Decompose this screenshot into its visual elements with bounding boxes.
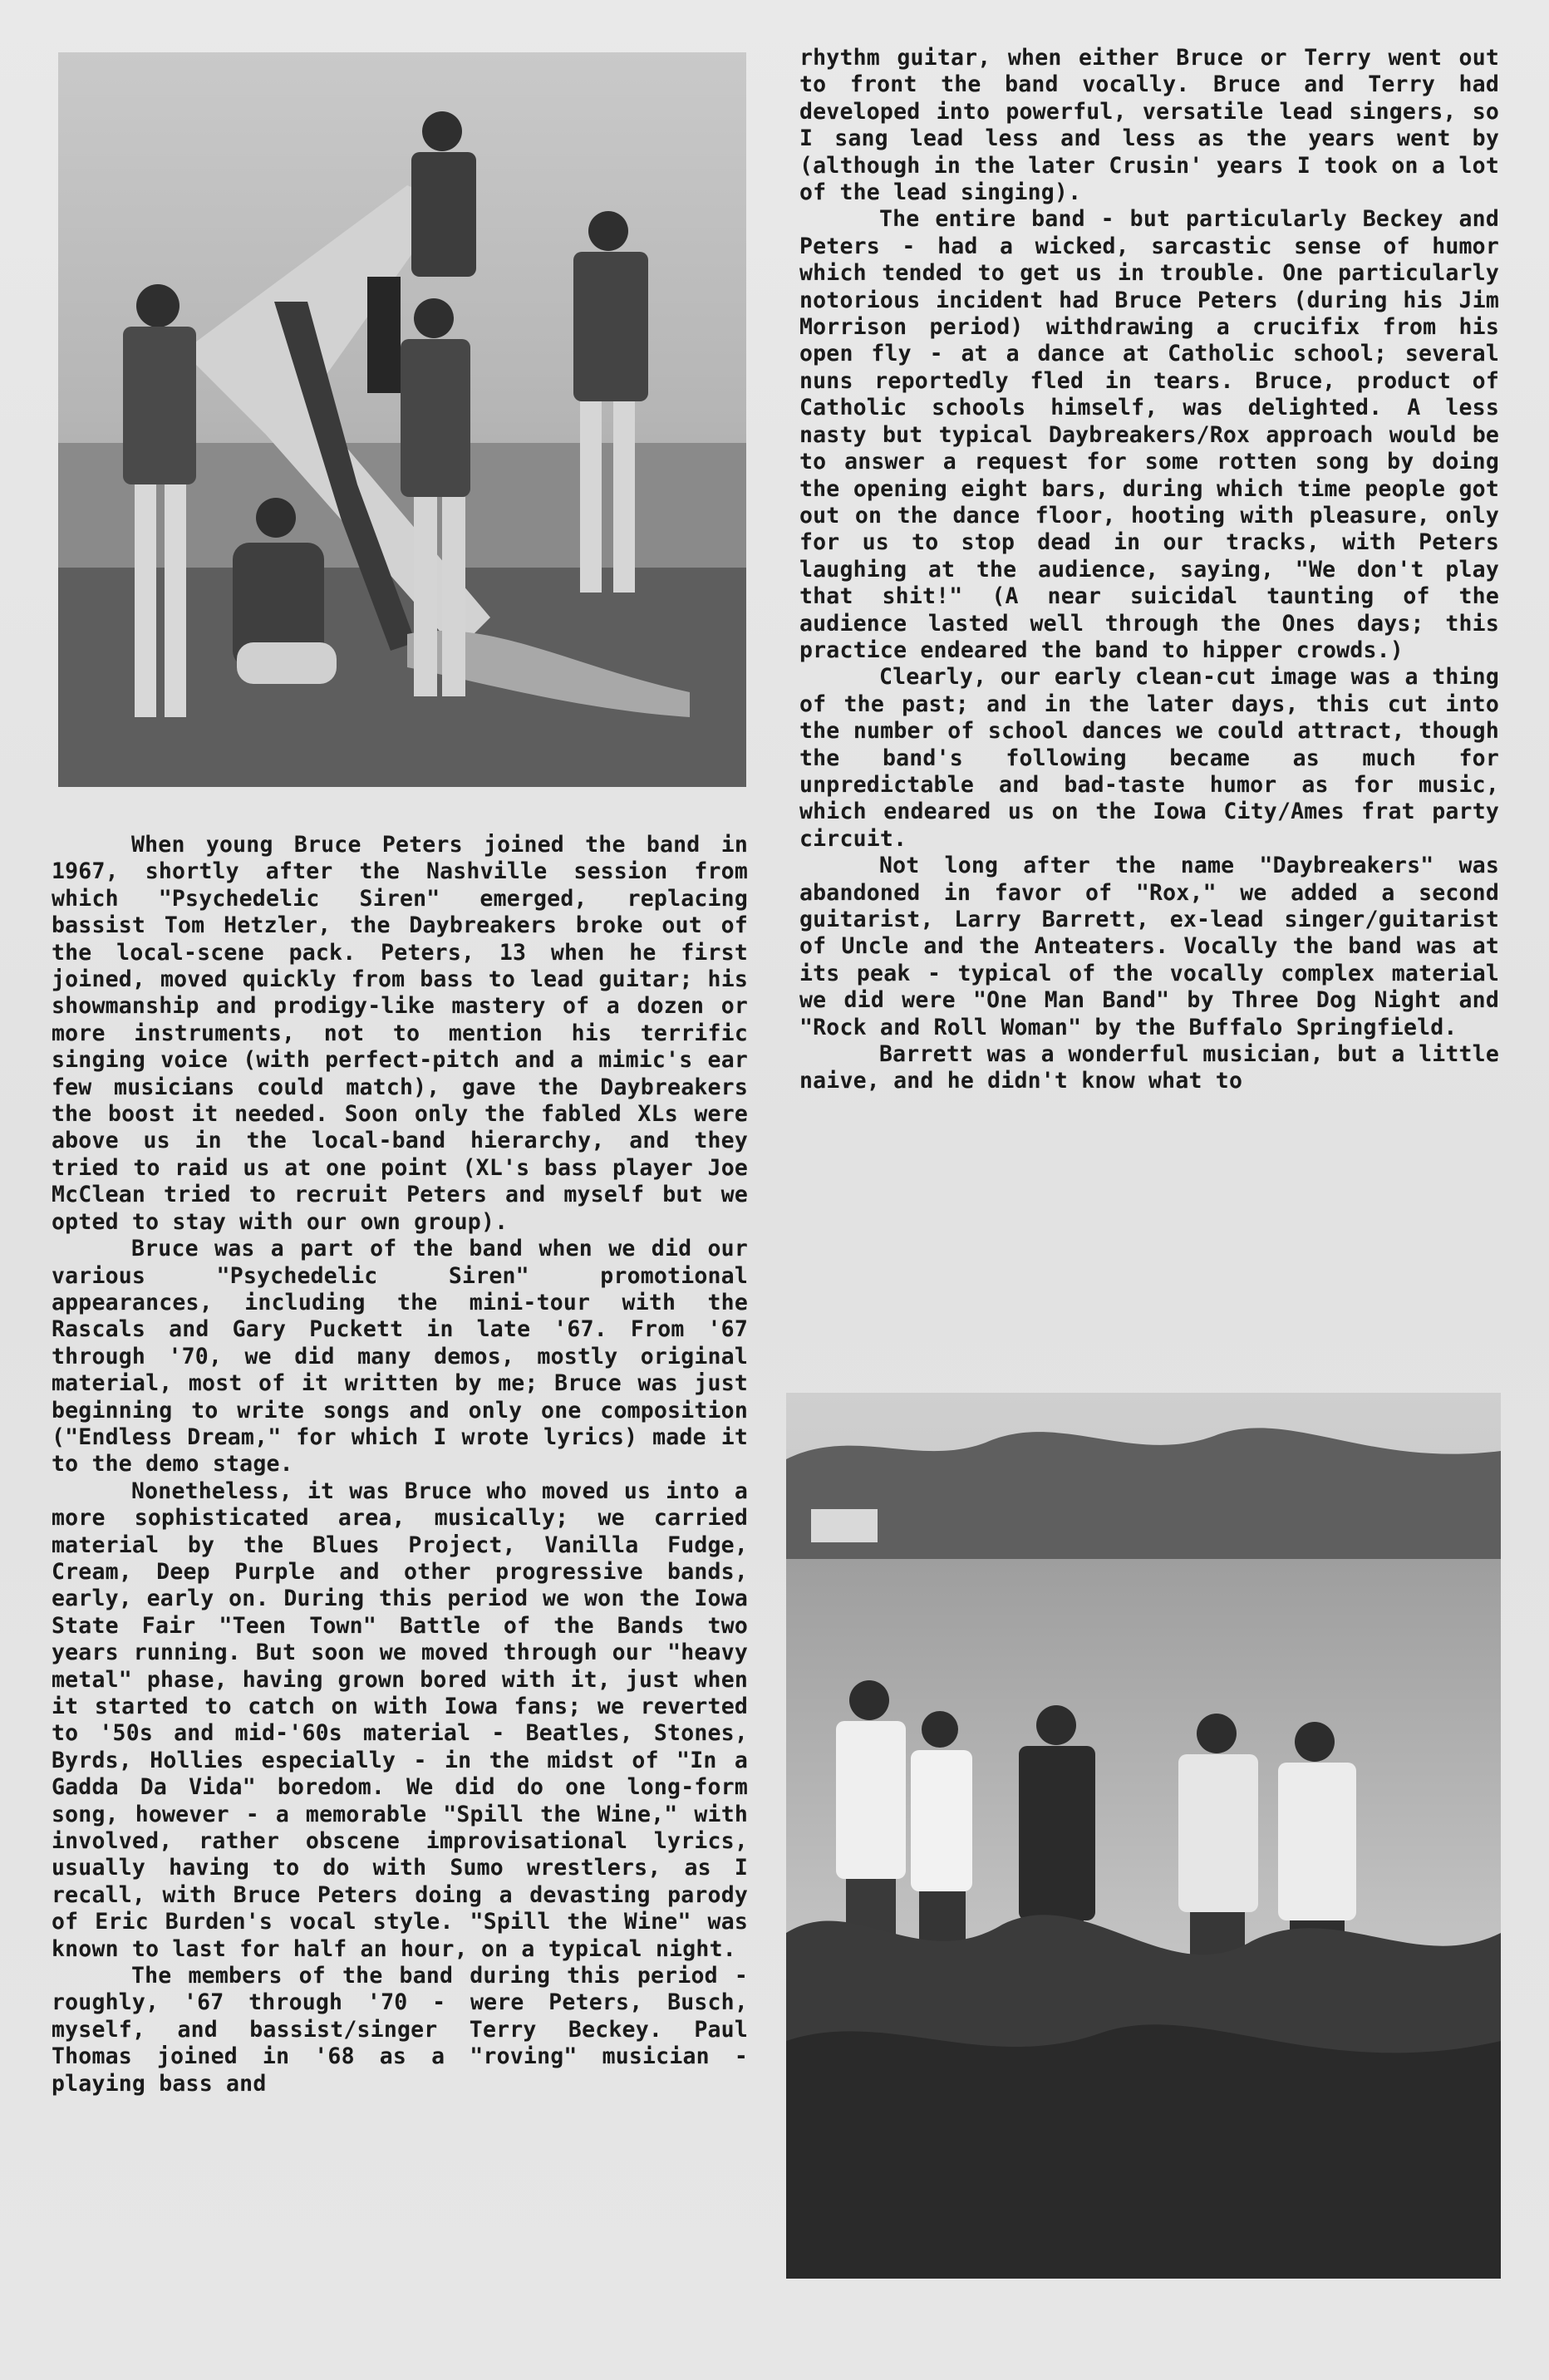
paragraph: The members of the band during this period - roughly, '67 through '70 - were Peters, Busch, myself, and bassist/singer Terry Beckey. Paul Thomas joined in '68 as a "roving" musician - playing bass and [52, 1963, 748, 2097]
paragraph: The entire band - but particularly Beckey and Peters - had a wicked, sarcastic sense of humor which tended to get us in trouble. One particularly notorious incident had Bruce Peters (during his Jim Morrison period) withdrawing a crucifix from his open fly - at a dance at Catholic school; several nuns reportedly fled in tears. Bruce, product of Catholic schools himself, was delighted. A less nasty but typical Daybreakers/Rox approach would be to answer a request for some rotten song by doing the opening eight bars, during which time people got out on the dance floor, hooting with pleasure, only for us to stop dead in our tracks, with Peters laughing at the audience, saying, "We don't play that shit!" (A near suicidal taunting of the audience lasted well through the Ones days; this practice endeared the band to hipper crowds.) [799, 206, 1499, 663]
paragraph: When young Bruce Peters joined the band in 1967, shortly after the Nashville session from which "Psychedelic Siren" emerged, replacing bassist Tom Hetzler, the Daybreakers broke out of the local-scene pack. Peters, 13 when he first joined, moved quickly from bass to lead guitar; his showmanship and prodigy-like mastery of a dozen or more instruments, not to mention his terrific singing voice (with perfect-pitch and a mimic's ear few musicians could match), gave the Daybreakers the boost it needed. Soon only the fabled XLs were above us in the local-band hierarchy, and they tried to raid us at one point (XL's bass player Joe McClean tried to recruit Peters and myself but we opted to stay with our own group). [52, 832, 748, 1235]
band-photo-icon [58, 52, 746, 787]
paragraph: Nonetheless, it was Bruce who moved us into a more sophisticated area, musically; we carried material by the Blues Project, Vanilla Fudge, Cream, Deep Purple and other progressive bands, early, early on. During this period we won the Iowa State Fair "Teen Town" Battle of the Bands two years running. But soon we moved through our "heavy metal" phase, having grown bored with it, just when it started to catch on with Iowa fans; we reverted to '50s and mid-'60s material - Beatles, Stones, Byrds, Hollies especially - in the midst of "In a Gadda Da Vida" boredom. We did do one long-form song, however - a memorable "Spill the Wine," with involved, rather obscene improvisational lyrics, usually having to do with Sumo wrestlers, as I recall, with Bruce Peters doing a devasting parody of Eric Burden's vocal style. "Spill the Wine" was known to last for half an hour, on a typical night. [52, 1478, 748, 1962]
band-photo-icon [786, 1393, 1501, 2279]
paragraph: Bruce was a part of the band when we did our various "Psychedelic Siren" promotional appearances, including the mini-tour with the Rascals and Gary Puckett in late '67. From '67 through '70, we did many demos, mostly original material, most of it written by me; Bruce was just beginning to write songs and only one composition ("Endless Dream," for which I wrote lyrics) made it to the demo stage. [52, 1236, 748, 1478]
paragraph: rhythm guitar, when either Bruce or Terry went out to front the band vocally. Bruce and Terry had developed into powerful, versatile lead singers, so I sang lead less and less as the years went by (although in the later Crusin' years I took on a lot of the lead singing). [799, 45, 1499, 206]
band-photo-bottom-right [786, 1393, 1501, 2279]
paragraph: Barrett was a wonderful musician, but a little naive, and he didn't know what to [799, 1041, 1499, 1094]
left-text-column [52, 832, 748, 2097]
right-text-column [799, 45, 1499, 1095]
band-photo-top-left [58, 52, 746, 787]
paragraph: Clearly, our early clean-cut image was a thing of the past; and in the later days, this cut into the number of school dances we could attract, though the band's following became as much for unpredictable and bad-taste humor as for music, which endeared us on the Iowa City/Ames frat party circuit. [799, 664, 1499, 852]
paragraph: Not long after the name "Daybreakers" was abandoned in favor of "Rox," we added a second guitarist, Larry Barrett, ex-lead singer/guitarist of Uncle and the Anteaters. Vocally the band was at its peak - typical of the vocally complex material we did were "One Man Band" by Three Dog Night and "Rock and Roll Woman" by the Buffalo Springfield. [799, 853, 1499, 1040]
